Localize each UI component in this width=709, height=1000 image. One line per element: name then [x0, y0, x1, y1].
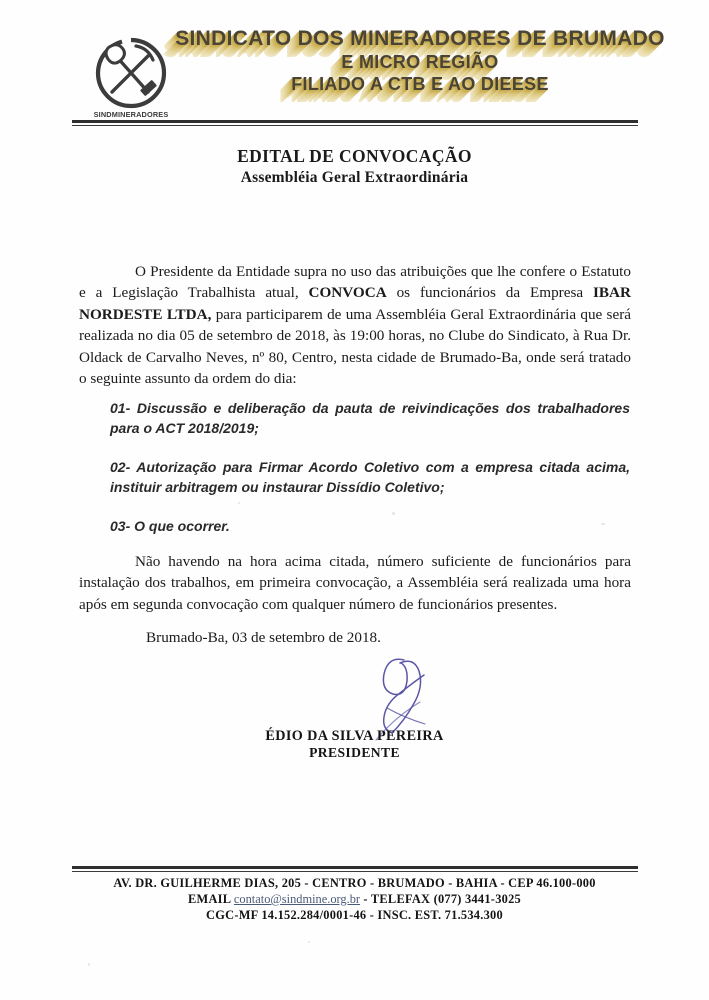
agenda-item-03: 03- O que ocorrer.: [110, 518, 230, 534]
main-paragraph-seg2: os funcionários da Empresa: [386, 284, 594, 302]
dateline: Brumado-Ba, 03 de setembro de 2018.: [146, 629, 381, 646]
main-paragraph-block: [79, 261, 631, 389]
scan-speck: [308, 941, 310, 943]
footer-divider-thin-line: [72, 871, 638, 872]
page-subtitle: Assembléia Geral Extraordinária: [240, 169, 469, 186]
main-paragraph-seg3: para participarem de uma Assembléia Geral Extraordinária que será realizada no dia 05 de setembro de 2018, às 19:00 horas, no Clube do Sindicato, à Rua Dr. Oldack de Carvalho Neves, nº 80, Centro, nesta cidade de Brumado-Ba, onde será tratado o seguinte assunto da ordem do dia:: [79, 305, 631, 388]
page-title: EDITAL DE CONVOCAÇÃO: [237, 146, 472, 166]
document-title: [0, 146, 709, 187]
masthead-line-3: FILIADO A CTB E AO DIEESE: [291, 74, 549, 94]
agenda-item-02: 02- Autorização para Firmar Acordo Coletivo com a empresa citada acima, instituir arbitragem ou instaurar Dissídio Coletivo;: [110, 459, 630, 495]
miner-emblem-icon: [78, 34, 184, 114]
agenda-list: [110, 399, 630, 537]
main-paragraph: [79, 261, 631, 389]
footer-telefax: - TELEFAX (077) 3441-3025: [360, 891, 521, 906]
footer-registration: CGC-MF 14.152.284/0001-46 - INSC. EST. 71.534.300: [206, 907, 503, 922]
footer: [0, 876, 709, 923]
signature-block: [0, 648, 709, 768]
scan-speck: [238, 502, 240, 504]
closing-paragraph-block: [79, 551, 631, 615]
email-link[interactable]: contato@sindmine.org.br: [233, 891, 361, 906]
footer-address: AV. DR. GUILHERME DIAS, 205 - CENTRO - BRUMADO - BAHIA - CEP 46.100-000: [113, 876, 596, 890]
scan-speck: [392, 512, 395, 515]
scan-speck: [601, 523, 605, 525]
signatory-name: ÉDIO DA SILVA PEREIRA: [265, 728, 444, 744]
masthead-line-1: SINDICATO DOS MINERADORES DE BRUMADO: [175, 27, 665, 50]
main-paragraph-seg1: O Presidente da Entidade supra no uso das atribuições que lhe confere o Estatuto e a Legislação Trabalhista atual,: [79, 263, 631, 302]
footer-email-label: EMAIL: [188, 891, 234, 906]
closing-paragraph: Não havendo na hora acima citada, número suficiente de funcionários para instalação dos trabalhos, em primeira convocação, a Assembléia será realizada uma hora após em segunda convocação com qualquer número de funcionários presentes.: [79, 553, 631, 613]
letterhead: [0, 28, 709, 120]
convoca-emphasis: CONVOCA: [308, 284, 387, 302]
divider-thin-line: [72, 125, 638, 126]
company-name-emphasis: IBAR NORDESTE LTDA,: [79, 284, 631, 323]
footer-contact-line: [0, 892, 709, 908]
union-logo: [78, 34, 184, 134]
scan-speck: [88, 963, 90, 966]
masthead-line-2: E MICRO REGIÃO: [341, 52, 499, 72]
logo-caption: SINDMINERADORES: [93, 110, 169, 119]
signatory-role: PRESIDENTE: [309, 745, 400, 760]
agenda-item-01: 01- Discussão e deliberação da pauta de reivindicações dos trabalhadores para o ACT 2018/2019;: [110, 400, 630, 436]
footer-divider: [72, 866, 638, 872]
masthead: [170, 28, 670, 93]
header-divider: [72, 120, 638, 126]
